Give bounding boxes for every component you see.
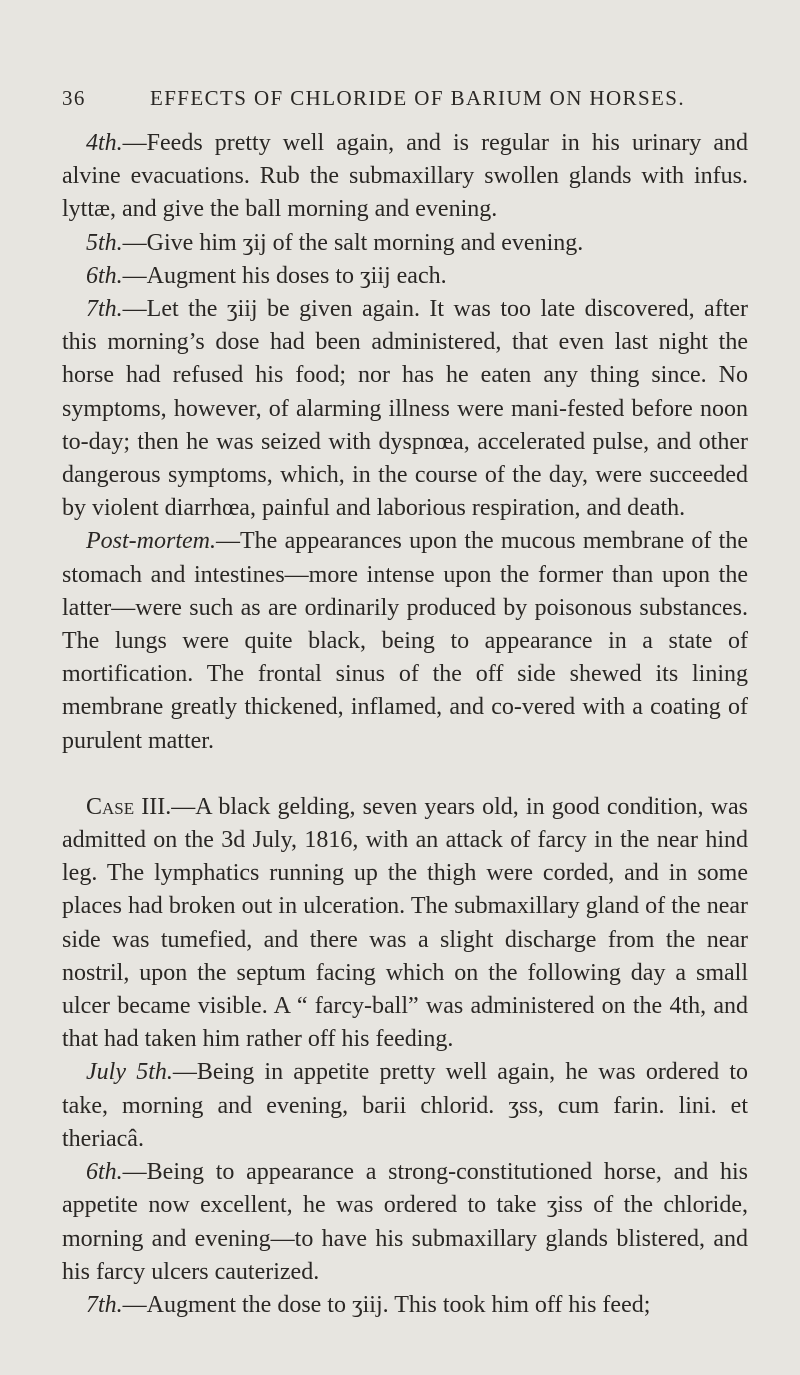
paragraph-5th <box>62 227 748 260</box>
paragraph-text: —Feeds pretty well again, and is regular in his urinary and alvine evacuations. Rub the submaxillary swollen glands with infus. lyttæ, and give the ball morning and evening. <box>62 130 748 223</box>
entry-date: 6th. <box>86 1159 123 1186</box>
entry-date: 4th. <box>86 130 123 156</box>
entry-date: 5th. <box>86 229 123 256</box>
paragraph-case-6th <box>62 1156 748 1289</box>
paragraph-july-5th <box>62 1056 748 1156</box>
page-number: 36 <box>62 86 86 110</box>
entry-date: July 5th. <box>86 1059 173 1086</box>
body-text <box>62 127 748 1322</box>
paragraph-text: —Being to appearance a strong-constitutioned horse, and his appetite now excellent, he was ordered to take ʒiss of the chloride, morning and evening—to have his submaxillary glands blistered, and his farcy ulcers cauterized. <box>62 1159 748 1285</box>
paragraph-text: —Give him ʒij of the salt morning and evening. <box>122 229 584 256</box>
paragraph-case-iii <box>62 791 748 1057</box>
paragraph-text: —The appearances upon the mucous membrane of the stomach and intestines—more intense upon the former than upon the latter—were such as are ordinarily produced by poisonous substances. The lungs were quite black, being to appearance in a state of mortification. The frontal sinus of the off side shewed its lining membrane greatly thickened, inflamed, and co-vered with a coating of purulent matter. <box>62 528 748 754</box>
entry-date: 7th. <box>86 296 123 323</box>
paragraph-text: —Augment the dose to ʒiij. This took him off his feed; <box>122 1291 651 1318</box>
case-heading: Case III. <box>86 793 172 820</box>
paragraph-text: —Augment his doses to ʒiij each. <box>122 262 447 289</box>
paragraph-6th <box>62 260 748 293</box>
paragraph-7th <box>62 293 748 525</box>
running-title: EFFECTS OF CHLORIDE OF BARIUM ON HORSES. <box>150 86 685 110</box>
entry-date: 6th. <box>86 262 123 289</box>
paragraph-4th <box>62 127 748 227</box>
running-head <box>62 86 748 112</box>
paragraph-text: —Being in appetite pretty well again, he was ordered to take, morning and evening, barii chlorid. ʒss, cum farin. lini. et theriacâ. <box>62 1059 748 1152</box>
paragraph-text: —Let the ʒiij be given again. It was too late discovered, after this morning’s dose had been administered, that even last night the horse had refused his food; nor has he eaten any thing since. No symptoms, however, of alarming illness were mani-fested before noon to-day; then he was seized with dyspnœa, accelerated pulse, and other dangerous symptoms, which, in the course of the day, were succeeded by violent diarrhœa, painful and laborious respiration, and death. <box>62 296 748 522</box>
paragraph-post-mortem <box>62 525 748 757</box>
paragraph-case-7th <box>62 1289 748 1322</box>
entry-date: 7th. <box>86 1291 123 1318</box>
paragraph-text: —A black gelding, seven years old, in good condition, was admitted on the 3d July, 1816, with an attack of farcy in the near hind leg. The lymphatics running up the thigh were corded, and in some places had broken out in ulceration. The submaxillary gland of the near side was tumefied, and there was a slight discharge from the near nostril, upon the septum facing which on the following day a small ulcer became visible. A “ farcy-ball” was administered on the 4th, and that had taken him rather off his feeding. <box>62 793 748 1053</box>
section-lead: Post-mortem. <box>86 528 216 555</box>
